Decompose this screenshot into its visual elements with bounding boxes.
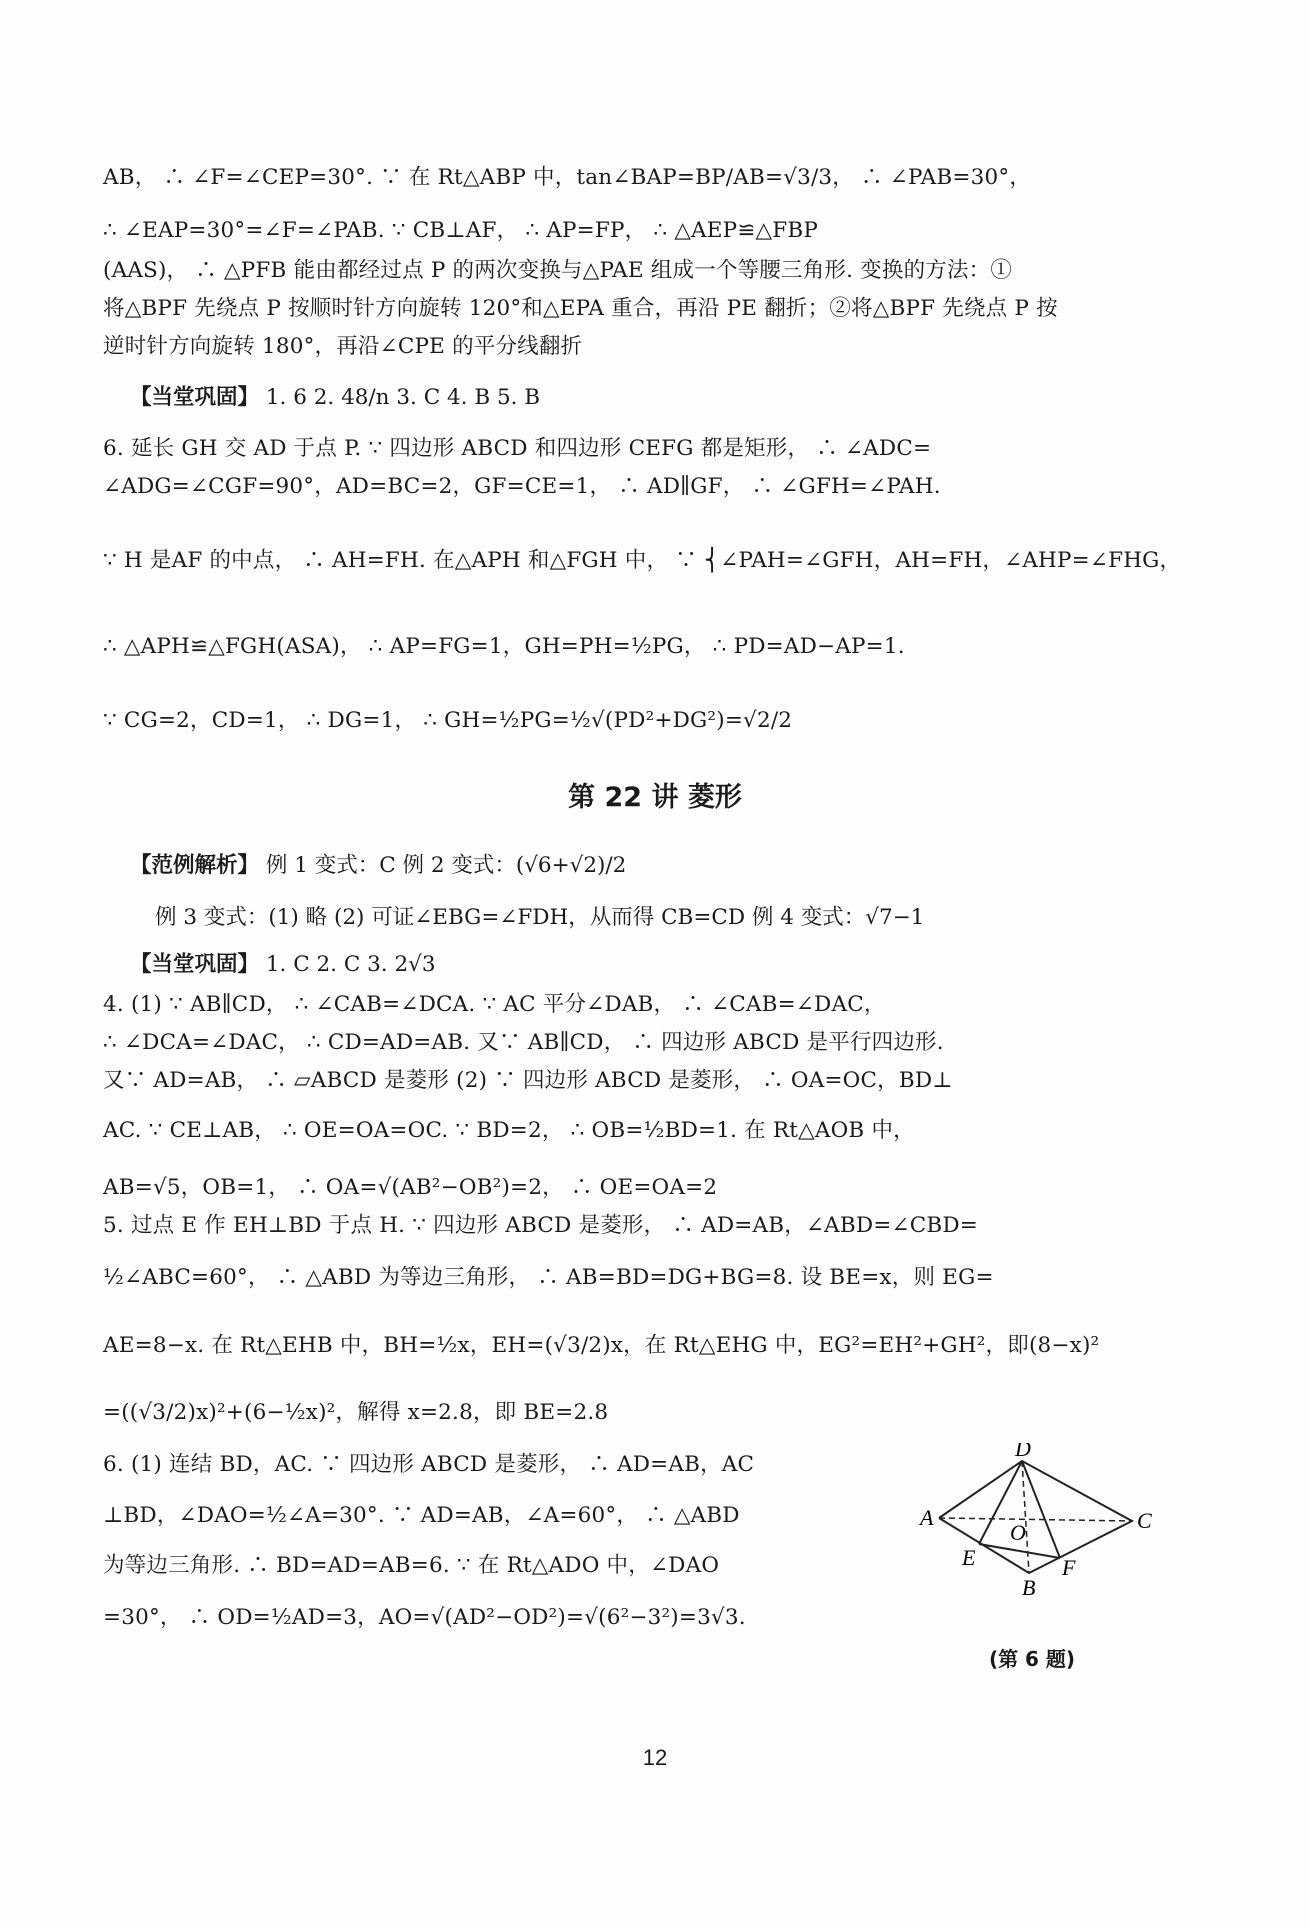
- label-d: D: [1015, 1443, 1031, 1461]
- page-number: 12: [642, 1745, 668, 1770]
- consolidation-label: 【当堂巩固】: [130, 952, 260, 977]
- chapter-title: 第 22 讲 菱形: [568, 782, 742, 813]
- text-line: 为等边三角形. ∴ BD=AD=AB=6. ∵ 在 Rt△ADO 中，∠DAO: [103, 1553, 720, 1578]
- examples-line-2: 例 3 变式：(1) 略 (2) 可证∠EBG=∠FDH，从而得 CB=CD 例 4 变式：√7−1: [155, 905, 925, 930]
- examples-line-1: 例 1 变式：C 例 2 变式：(√6+√2)/2: [265, 853, 627, 878]
- rhombus-figure: [912, 1443, 1152, 1673]
- text-line: 6. (1) 连结 BD，AC. ∵ 四边形 ABCD 是菱形， ∴ AD=AB，AC: [103, 1452, 755, 1477]
- text-line: 5. 过点 E 作 EH⊥BD 于点 H. ∵ 四边形 ABCD 是菱形， ∴ AD=AB，∠ABD=∠CBD=: [103, 1213, 979, 1238]
- text-line: 又∵ AD=AB， ∴ ▱ABCD 是菱形 (2) ∵ 四边形 ABCD 是菱形， ∴ OA=OC，BD⊥: [103, 1068, 953, 1093]
- consolidation-answers: 1. C 2. C 3. 2√3: [265, 952, 436, 977]
- label-a: A: [920, 1505, 934, 1530]
- label-b: B: [1022, 1575, 1036, 1600]
- text-line: ⊥BD，∠DAO=½∠A=30°. ∵ AD=AB，∠A=60°， ∴ △ABD: [103, 1503, 740, 1528]
- text-line: ∠ADG=∠CGF=90°，AD=BC=2，GF=CE=1， ∴ AD∥GF， ∴ ∠GFH=∠PAH.: [103, 474, 941, 499]
- text-line: ∴ ∠EAP=30°=∠F=∠PAB. ∵ CB⊥AF， ∴ AP=FP， ∴ △AEP≌△FBP: [103, 218, 819, 243]
- text-line: AB， ∴ ∠F=∠CEP=30°. ∵ 在 Rt△ABP 中，tan∠BAP=BP/AB=√3/3， ∴ ∠PAB=30°，: [103, 165, 1032, 190]
- examples-row: [130, 853, 1160, 879]
- text-line: ∵ H 是AF 的中点， ∴ AH=FH. 在△APH 和△FGH 中， ∵ ⎨∠PAH=∠GFH，AH=FH，∠AHP=∠FHG，: [103, 548, 1182, 573]
- text-line: (AAS)， ∴ △PFB 能由都经过点 P 的两次变换与△PAE 组成一个等腰三角形. 变换的方法：①: [103, 258, 1013, 283]
- text-line: 6. 延长 GH 交 AD 于点 P. ∵ 四边形 ABCD 和四边形 CEFG 都是矩形， ∴ ∠ADC=: [103, 436, 932, 461]
- text-line: ∴ ∠DCA=∠DAC， ∴ CD=AD=AB. 又∵ AB∥CD， ∴ 四边形 ABCD 是平行四边形.: [103, 1030, 944, 1055]
- text-line: AB=√5，OB=1， ∴ OA=√(AB²−OB²)=2， ∴ OE=OA=2: [103, 1175, 718, 1200]
- label-o: O: [1010, 1520, 1026, 1545]
- consolidation-answers: 1. 6 2. 48/n 3. C 4. B 5. B: [265, 385, 541, 410]
- text-line: ½∠ABC=60°， ∴ △ABD 为等边三角形， ∴ AB=BD=DG+BG=8. 设 BE=x，则 EG=: [103, 1265, 994, 1290]
- text-line: =((√3/2)x)²+(6−½x)²，解得 x=2.8，即 BE=2.8: [103, 1400, 609, 1425]
- label-f: F: [1062, 1555, 1076, 1580]
- text-line: AC. ∵ CE⊥AB， ∴ OE=OA=OC. ∵ BD=2， ∴ OB=½BD=1. 在 Rt△AOB 中，: [103, 1118, 915, 1143]
- text-line: 逆时针方向旋转 180°，再沿∠CPE 的平分线翻折: [103, 334, 583, 359]
- consolidation-row: [130, 385, 1160, 411]
- figure-caption: (第 6 题): [988, 1647, 1076, 1671]
- text-line: 将△BPF 先绕点 P 按顺时针方向旋转 120°和△EPA 重合，再沿 PE 翻折；②将△BPF 先绕点 P 按: [103, 296, 1058, 321]
- label-e: E: [962, 1545, 976, 1570]
- label-c: C: [1137, 1508, 1152, 1533]
- text-line: 4. (1) ∵ AB∥CD， ∴ ∠CAB=∠DCA. ∵ AC 平分∠DAB， ∴ ∠CAB=∠DAC，: [103, 992, 886, 1017]
- text-line: =30°， ∴ OD=½AD=3，AO=√(AD²−OD²)=√(6²−3²)=3√3.: [103, 1605, 746, 1630]
- text-line: ∴ △APH≌△FGH(ASA)， ∴ AP=FG=1，GH=PH=½PG， ∴ PD=AD−AP=1.: [103, 634, 905, 659]
- consolidation-row: [130, 952, 1160, 978]
- text-line: AE=8−x. 在 Rt△EHB 中，BH=½x，EH=(√3/2)x，在 Rt△EHG 中，EG²=EH²+GH²，即(8−x)²: [103, 1333, 1100, 1358]
- text-line: ∵ CG=2，CD=1， ∴ DG=1， ∴ GH=½PG=½√(PD²+DG²)=√2/2: [103, 708, 793, 733]
- rhombus-diagram: [912, 1443, 1152, 1643]
- examples-label: 【范例解析】: [130, 853, 260, 878]
- diagonal-ac: [939, 1518, 1132, 1521]
- consolidation-label: 【当堂巩固】: [130, 385, 260, 410]
